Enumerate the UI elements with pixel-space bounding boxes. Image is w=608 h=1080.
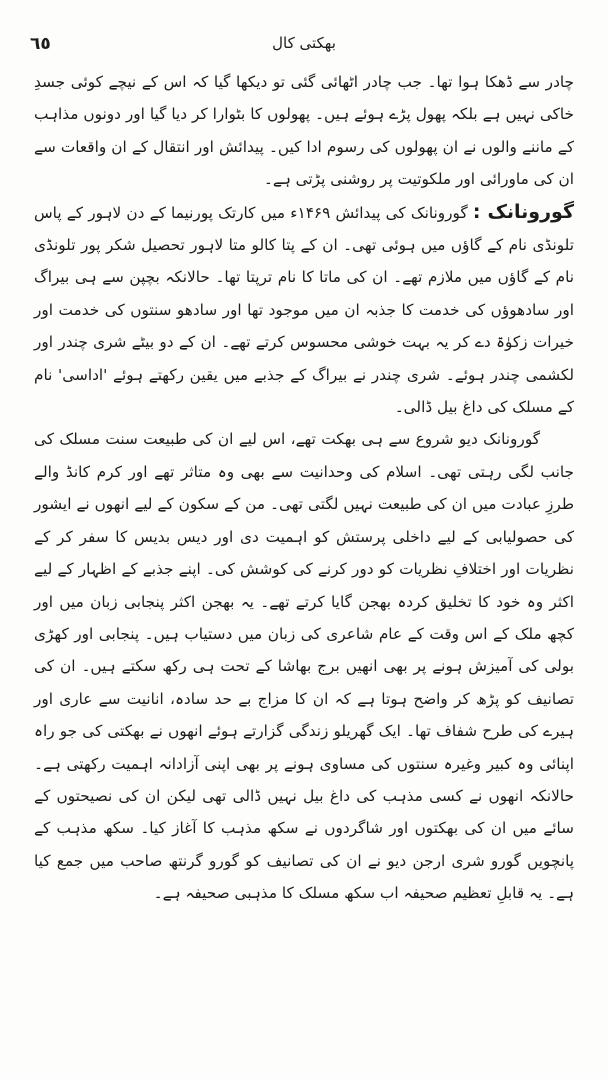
paragraph-2: گورونانک کی پیدائش ۱۴۶۹ء میں کارتک پورنیما کے دن لاہور کے پاس تلونڈی نام کے گاؤں میں ہوئی تھی۔ ان کے پتا کالو متا لاہور تحصیل شکر پور تلونڈی نام کے گاؤں میں ملازم تھے۔ ان کی ماتا کا نام ترپتا تھا۔ حالانکہ بچپن سے ہی بیراگ اور سادھوؤں کی خدمت کا جذبہ ان میں موجود تھا اور سادھو سنتوں کی خدمت اور خیرات زکوٰۃ دے کر یہ بہت خوشی محسوس کرتے تھے۔ ان کے دو بیٹے شری چندر اور لکشمی چندر ہوئے۔ شری چندر نے بیراگ کے جذبے میں یقین رکھتے ہوئے 'اداسی' نام کے مسلک کی داغ بیل ڈالی۔: [34, 203, 574, 417]
paragraph-1: چادر سے ڈھکا ہوا تھا۔ جب چادر اٹھائی گئی تو دیکھا گیا کہ اس کے نیچے کوئی جسدِ خاکی نہیں ہے بلکہ پھول پڑے ہوئے ہیں۔ پھولوں کا بٹوارا کر دیا گیا اور دونوں مذاہب کے ماننے والوں نے ان پھولوں کی رسوم ادا کیں۔ پیدائش اور انتقال کے ان واقعات سے ان کی ماورائی اور ملکوتیت پر روشنی پڑتی ہے۔: [34, 73, 574, 189]
page-number: ٦٥: [30, 34, 51, 54]
section-heading: گورونانک :: [472, 200, 575, 223]
body-text: [34, 66, 574, 910]
running-title: بھکتی کال: [272, 34, 336, 52]
paragraph-2-container: [34, 196, 574, 424]
paragraph-3: گورونانک دیو شروع سے ہی بھکت تھے، اس لیے ان کی طبیعت سنت مسلک کی جانب لگی رہتی تھی۔ اسلام کی وحدانیت سے بھی وہ متاثر تھے اور کرم کانڈ والے طرزِ عبادت میں ان کی طبیعت نہیں لگتی تھی۔ من کے سکون کے لیے انھوں نے ایشور کی حصولیابی کے لیے داخلی پرستش کو اہمیت دی اور دیس بدیس کا سفر کر کے نظریات اور اختلافِ نظریات کو دور کرنے کی کوشش کی۔ اپنے جذبے کے اظہار کے لیے اکثر وہ خود کا تخلیق کردہ بھجن گایا کرتے تھے۔ یہ بھجن اکثر پنجابی زبان میں اور کچھ ملک کے اس وقت کے عام شاعری کی زبان میں دستیاب ہیں۔ پنجابی اور کھڑی بولی کی آمیزش ہونے پر بھی انھیں برج بھاشا کے تحت ہی رکھ سکتے ہیں۔ ان کی تصانیف کو پڑھ کر واضح ہوتا ہے کہ ان کا مزاج بے حد سادہ، انانیت سے عاری اور ہیرے کی طرح شفاف تھا۔ ایک گھریلو زندگی گزارتے ہوئے انھوں نے بھکتی کی جو راہ اپنائی وہ کبیر وغیرہ سنتوں کی مساوی ہونے پر بھی اپنی آزادانہ اہمیت رکھتی ہے۔ حالانکہ انھوں نے کسی مذہب کی داغ بیل نہیں ڈالی تھی لیکن ان کی نصیحتوں کے سائے میں ان کی بھکتوں اور شاگردوں نے سکھ مذہب کا آغاز کیا۔ سکھ مذہب کے پانچویں گورو شری ارجن دیو نے ان کی تصانیف کو گورو گرنتھ صاحب میں جمع کیا ہے۔ یہ قابلِ تعظیم صحیفہ اب سکھ مسلک کا مذہبی صحیفہ ہے۔: [34, 430, 574, 903]
